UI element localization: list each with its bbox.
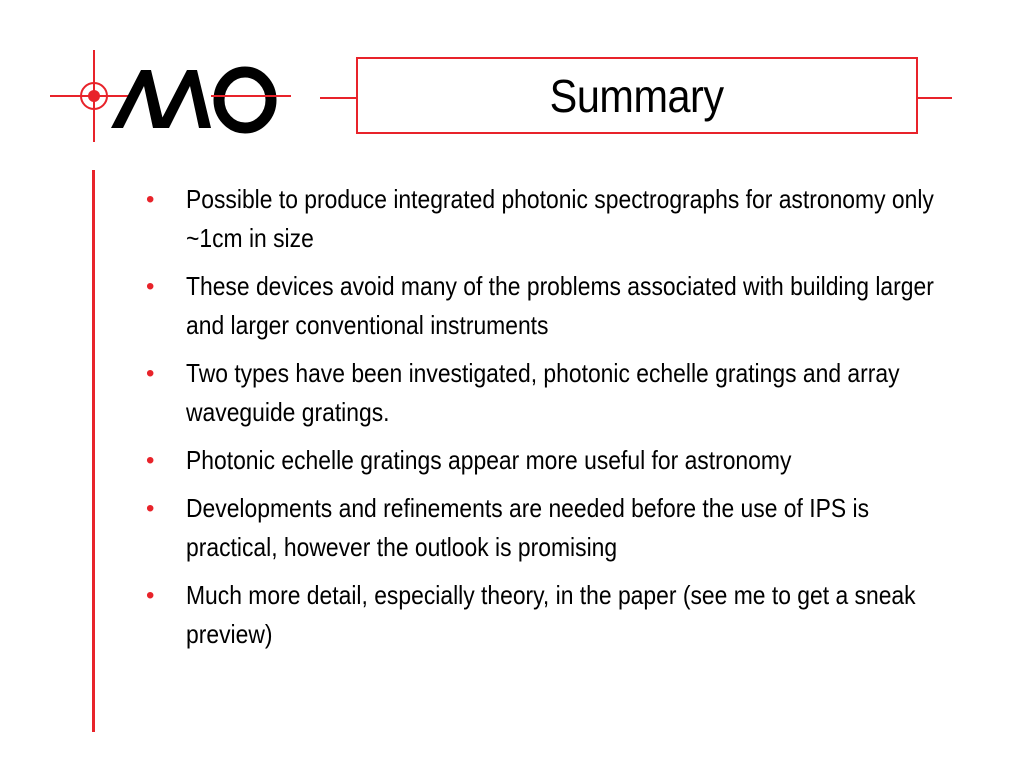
bullet-text: Much more detail, especially theory, in the paper (see me to get a sneak preview) bbox=[186, 580, 916, 649]
bullet-icon: • bbox=[146, 186, 155, 213]
bullet-icon: • bbox=[146, 495, 155, 522]
left-rule bbox=[92, 170, 95, 732]
bullet-item bbox=[146, 576, 966, 654]
bullet-icon: • bbox=[146, 582, 155, 609]
bullet-text: These devices avoid many of the problems associated with building larger and larger conventional instruments bbox=[186, 271, 934, 340]
title-right-rule bbox=[918, 97, 952, 99]
bullet-icon: • bbox=[146, 273, 155, 300]
bullet-icon: • bbox=[146, 447, 155, 474]
bullet-list bbox=[146, 180, 966, 663]
bullet-item bbox=[146, 267, 966, 345]
title-box bbox=[356, 57, 918, 134]
bullet-text: Photonic echelle gratings appear more useful for astronomy bbox=[186, 445, 792, 475]
page-title: Summary bbox=[550, 69, 724, 122]
bullet-icon: • bbox=[146, 360, 155, 387]
bullet-item bbox=[146, 354, 966, 432]
title-left-rule bbox=[320, 97, 356, 99]
bullet-text: Two types have been investigated, photonic echelle gratings and array waveguide gratings. bbox=[186, 358, 900, 427]
bullet-text: Possible to produce integrated photonic spectrographs for astronomy only ~1cm in size bbox=[186, 184, 934, 253]
aao-logo-icon bbox=[45, 48, 295, 144]
bullet-item bbox=[146, 489, 966, 567]
bullet-item bbox=[146, 441, 966, 480]
bullet-item bbox=[146, 180, 966, 258]
bullet-text: Developments and refinements are needed before the use of IPS is practical, however the outlook is promising bbox=[186, 493, 870, 562]
